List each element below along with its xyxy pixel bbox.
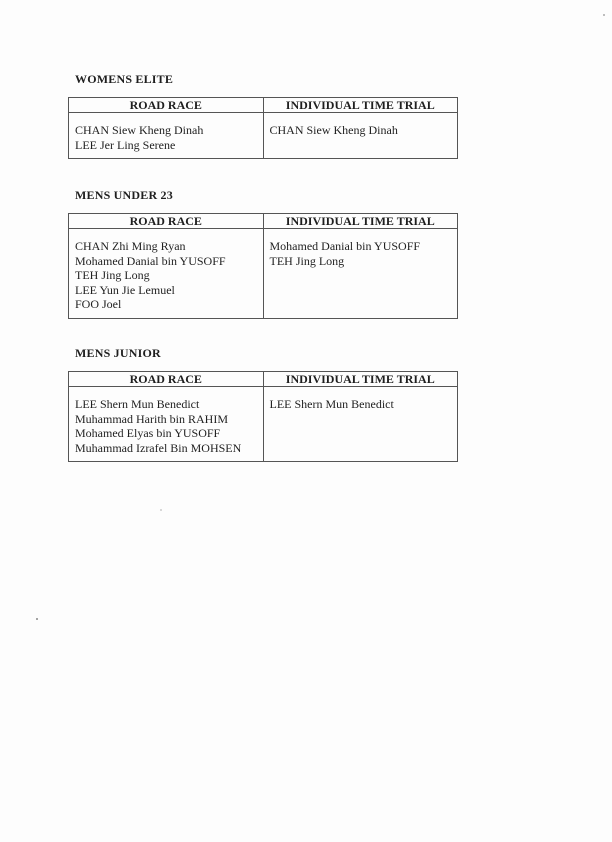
table-row	[69, 113, 458, 159]
itt-header: INDIVIDUAL TIME TRIAL	[263, 372, 458, 387]
rider-name: CHAN Siew Kheng Dinah	[269, 123, 398, 137]
table-row	[69, 387, 458, 462]
table-header-row	[69, 214, 458, 229]
scan-speck	[603, 14, 605, 16]
rider-name: LEE Shern Mun Benedict	[269, 397, 394, 411]
road-race-header: ROAD RACE	[69, 98, 264, 113]
rider-name: Mohamed Danial bin YUSOFF	[75, 253, 226, 268]
rider-name: CHAN Zhi Ming Ryan	[75, 239, 186, 253]
rider-name: TEH Jing Long	[75, 268, 150, 282]
table-header-row	[69, 372, 458, 387]
road-race-cell	[69, 113, 264, 159]
rider-name: LEE Yun Jie Lemuel	[75, 282, 175, 297]
road-race-cell	[69, 387, 264, 462]
table-header-row	[69, 98, 458, 113]
road-race-header: ROAD RACE	[69, 372, 264, 387]
results-table	[68, 97, 458, 159]
results-table	[68, 371, 458, 462]
scan-speck	[36, 618, 38, 620]
itt-header: INDIVIDUAL TIME TRIAL	[263, 214, 458, 229]
rider-name: TEH Jing Long	[269, 253, 345, 268]
rider-name: LEE Jer Ling Serene	[75, 137, 176, 152]
rider-name: LEE Shern Mun Benedict	[75, 397, 200, 411]
rider-name: CHAN Siew Kheng Dinah	[75, 123, 204, 137]
results-table	[68, 213, 458, 319]
itt-header: INDIVIDUAL TIME TRIAL	[263, 98, 458, 113]
section-mens-under-23	[68, 187, 458, 319]
road-race-cell	[69, 229, 264, 319]
section-title: MENS UNDER 23	[75, 188, 173, 202]
rider-name: Mohamed Danial bin YUSOFF	[269, 239, 421, 253]
rider-name: Mohamed Elyas bin YUSOFF	[75, 426, 221, 440]
itt-cell	[263, 387, 458, 462]
scan-speck	[160, 509, 162, 511]
section-womens-elite	[68, 71, 458, 159]
itt-cell	[263, 113, 458, 159]
itt-cell	[263, 229, 458, 319]
section-title: MENS JUNIOR	[75, 346, 161, 360]
section-mens-junior	[68, 345, 458, 462]
section-title: WOMENS ELITE	[75, 72, 174, 86]
road-race-header: ROAD RACE	[69, 214, 264, 229]
rider-name: FOO Joel	[75, 297, 122, 311]
table-row	[69, 229, 458, 319]
rider-name: Muhammad Harith bin RAHIM	[75, 411, 228, 426]
rider-name: Muhammad Izrafel Bin MOHSEN	[75, 440, 242, 455]
